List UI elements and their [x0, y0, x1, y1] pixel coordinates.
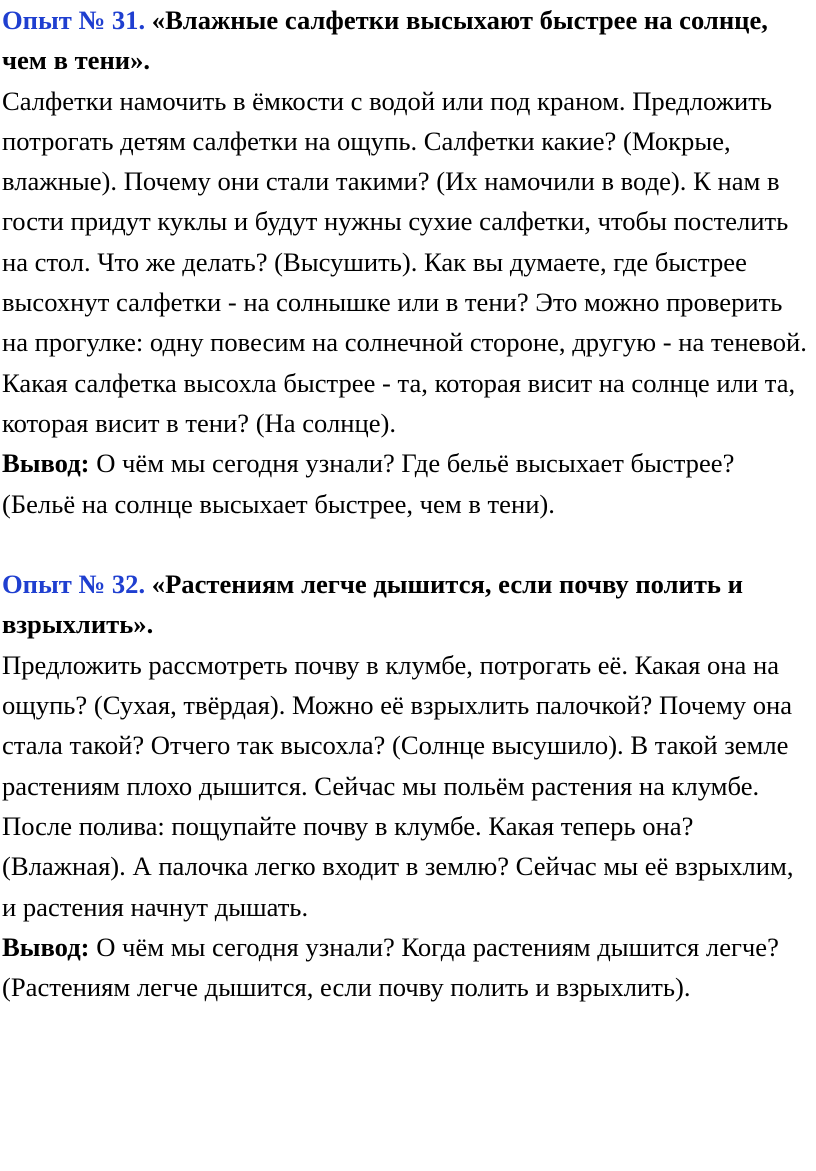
- experiment-heading: [2, 0, 812, 81]
- experiment-body: Предложить рассмотреть почву в клумбе, потрогать её. Какая она на ощупь? (Сухая, твёрдая). Можно её взрыхлить палочкой? Почему она стала такой? Отчего так высохла? (Солнце высушило). В такой земле растениям плохо дышится. Сейчас мы польём растения на клумбе. После полива: пощупайте почву в клумбе. Какая теперь она? (Влажная). А палочка легко входит в землю? Сейчас мы её взрыхлим, и растения начнут дышать.: [2, 649, 794, 922]
- conclusion-text: О чём мы сегодня узнали? Когда растениям дышится легче? (Растениям легче дышится, если почву полить и взрыхлить).: [2, 931, 779, 1003]
- conclusion-text: О чём мы сегодня узнали? Где бельё высыхает быстрее? (Бельё на солнце высыхает быстрее, чем в тени).: [2, 448, 735, 519]
- conclusion-label: Вывод:: [2, 931, 90, 962]
- experiment-number: Опыт № 31.: [2, 5, 146, 35]
- experiment-body: Салфетки намочить в ёмкости с водой или под краном. Предложить потрогать детям салфетки на ощупь. Салфетки какие? (Мокрые, влажные). Почему они стали такими? (Их намочили в воде). К нам в гости придут куклы и будут нужны сухие салфетки, чтобы постелить на стол. Что же делать? (Высушить). Как вы думаете, где быстрее высохнут салфетки - на солнышке или в тени? Это можно проверить на прогулке: одну повесим на солнечной стороне, другую - на теневой. Какая салфетка высохла быстрее - та, которая висит на солнце или та, которая висит в тени? (На солнце).: [2, 85, 807, 438]
- experiment-heading: [2, 564, 812, 645]
- conclusion-label: Вывод:: [2, 448, 90, 479]
- experiment-number: Опыт № 32.: [2, 569, 146, 600]
- experiment-31: [2, 0, 812, 524]
- experiment-conclusion: [2, 443, 812, 524]
- experiment-title: «Влажные салфетки высыхают быстрее на солнце, чем в тени».: [2, 5, 768, 76]
- experiment-conclusion: [2, 927, 812, 1008]
- experiment-32: [2, 564, 812, 1007]
- experiment-title: «Растениям легче дышится, если почву полить и взрыхлить».: [2, 569, 743, 640]
